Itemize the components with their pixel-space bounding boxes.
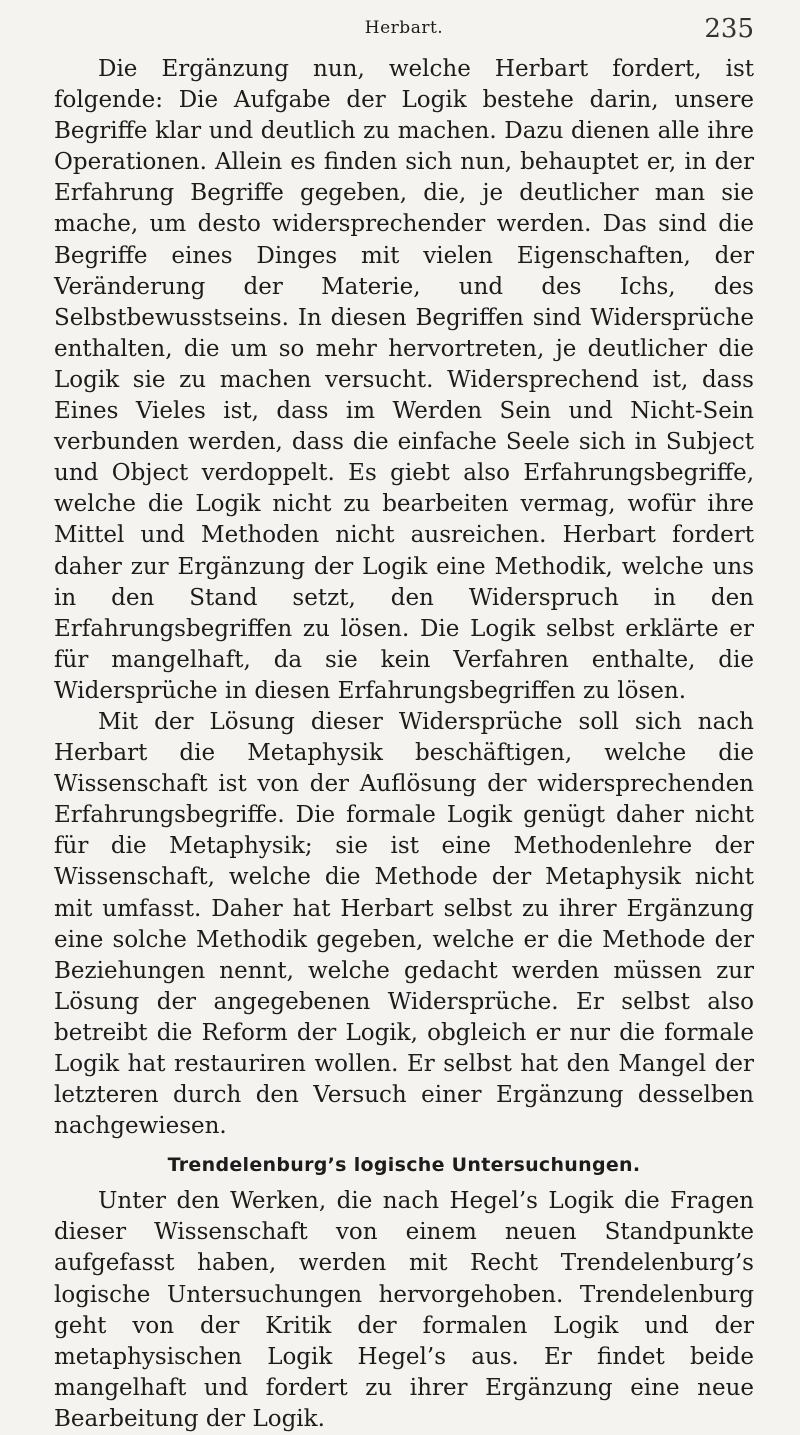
running-head xyxy=(54,14,754,54)
page-number: 235 xyxy=(704,14,754,44)
paragraph-herbart-supplement: Die Ergänzung nun, welche Herbart fordert, ist folgende: Die Aufgabe der Logik bestehe darin, unsere Begriffe klar und deutlich zu machen. Dazu dienen alle ihre Operationen. Allein es finden sich nun, behauptet er, in der Erfahrung Begriffe gegeben, die, je deutlicher man sie mache, um desto widersprechender werden. Das sind die Begriffe eines Dinges mit vielen Eigenschaften, der Veränderung der Materie, und des Ichs, des Selbstbewusstseins. In diesen Begriffen sind Widersprüche enthalten, die um so mehr hervortreten, je deutlicher die Logik sie zu machen versucht. Widersprechend ist, dass Eines Vieles ist, dass im Werden Sein und Nicht-Sein verbunden werden, dass die einfache Seele sich in Subject und Object verdoppelt. Es giebt also Erfahrungsbegriffe, welche die Logik nicht zu bearbeiten vermag, wofür ihre Mittel und Methoden nicht ausreichen. Herbart fordert daher zur Ergänzung der Logik eine Methodik, welche uns in den Stand setzt, den Widerspruch in den Erfahrungsbegriffen zu lösen. Die Logik selbst erklärte er für mangelhaft, da sie kein Verfahren enthalte, die Widersprüche in diesen Erfahrungsbegriffen zu lösen. xyxy=(54,56,754,704)
section-heading: Trendelenburg’s logische Untersuchungen. xyxy=(167,1154,641,1177)
book-page xyxy=(54,14,754,1435)
paragraph-trendelenburg: Unter den Werken, die nach Hegel’s Logik die Fragen dieser Wissenschaft von einem neuen Standpunkte aufgefasst haben, werden mit Recht Trendelenburg’s logische Untersuchungen hervorgehoben. Trendelenburg geht von der Kritik der formalen Logik und der metaphysischen Logik Hegel’s aus. Er findet beide mangelhaft und fordert zu ihrer Ergänzung eine neue Bearbeitung der Logik. xyxy=(54,1188,754,1432)
running-title: Herbart. xyxy=(364,18,444,38)
paragraph-metaphysics: Mit der Lösung dieser Widersprüche soll sich nach Herbart die Metaphysik beschäftigen, welche die Wissenschaft ist von der Auflösung der widersprechenden Erfahrungsbegriffe. Die formale Logik genügt daher nicht für die Metaphysik; sie ist eine Methodenlehre der Wissenschaft, welche die Methode der Metaphysik nicht mit umfasst. Daher hat Herbart selbst zu ihrer Ergänzung eine solche Methodik gegeben, welche er die Methode der Beziehungen nennt, welche gedacht werden müssen zur Lösung der angegebenen Widersprüche. Er selbst also betreibt die Reform der Logik, obgleich er nur die formale Logik hat restauriren wollen. Er selbst hat den Mangel der letzteren durch den Versuch einer Ergänzung desselben nachgewiesen. xyxy=(54,708,754,1140)
